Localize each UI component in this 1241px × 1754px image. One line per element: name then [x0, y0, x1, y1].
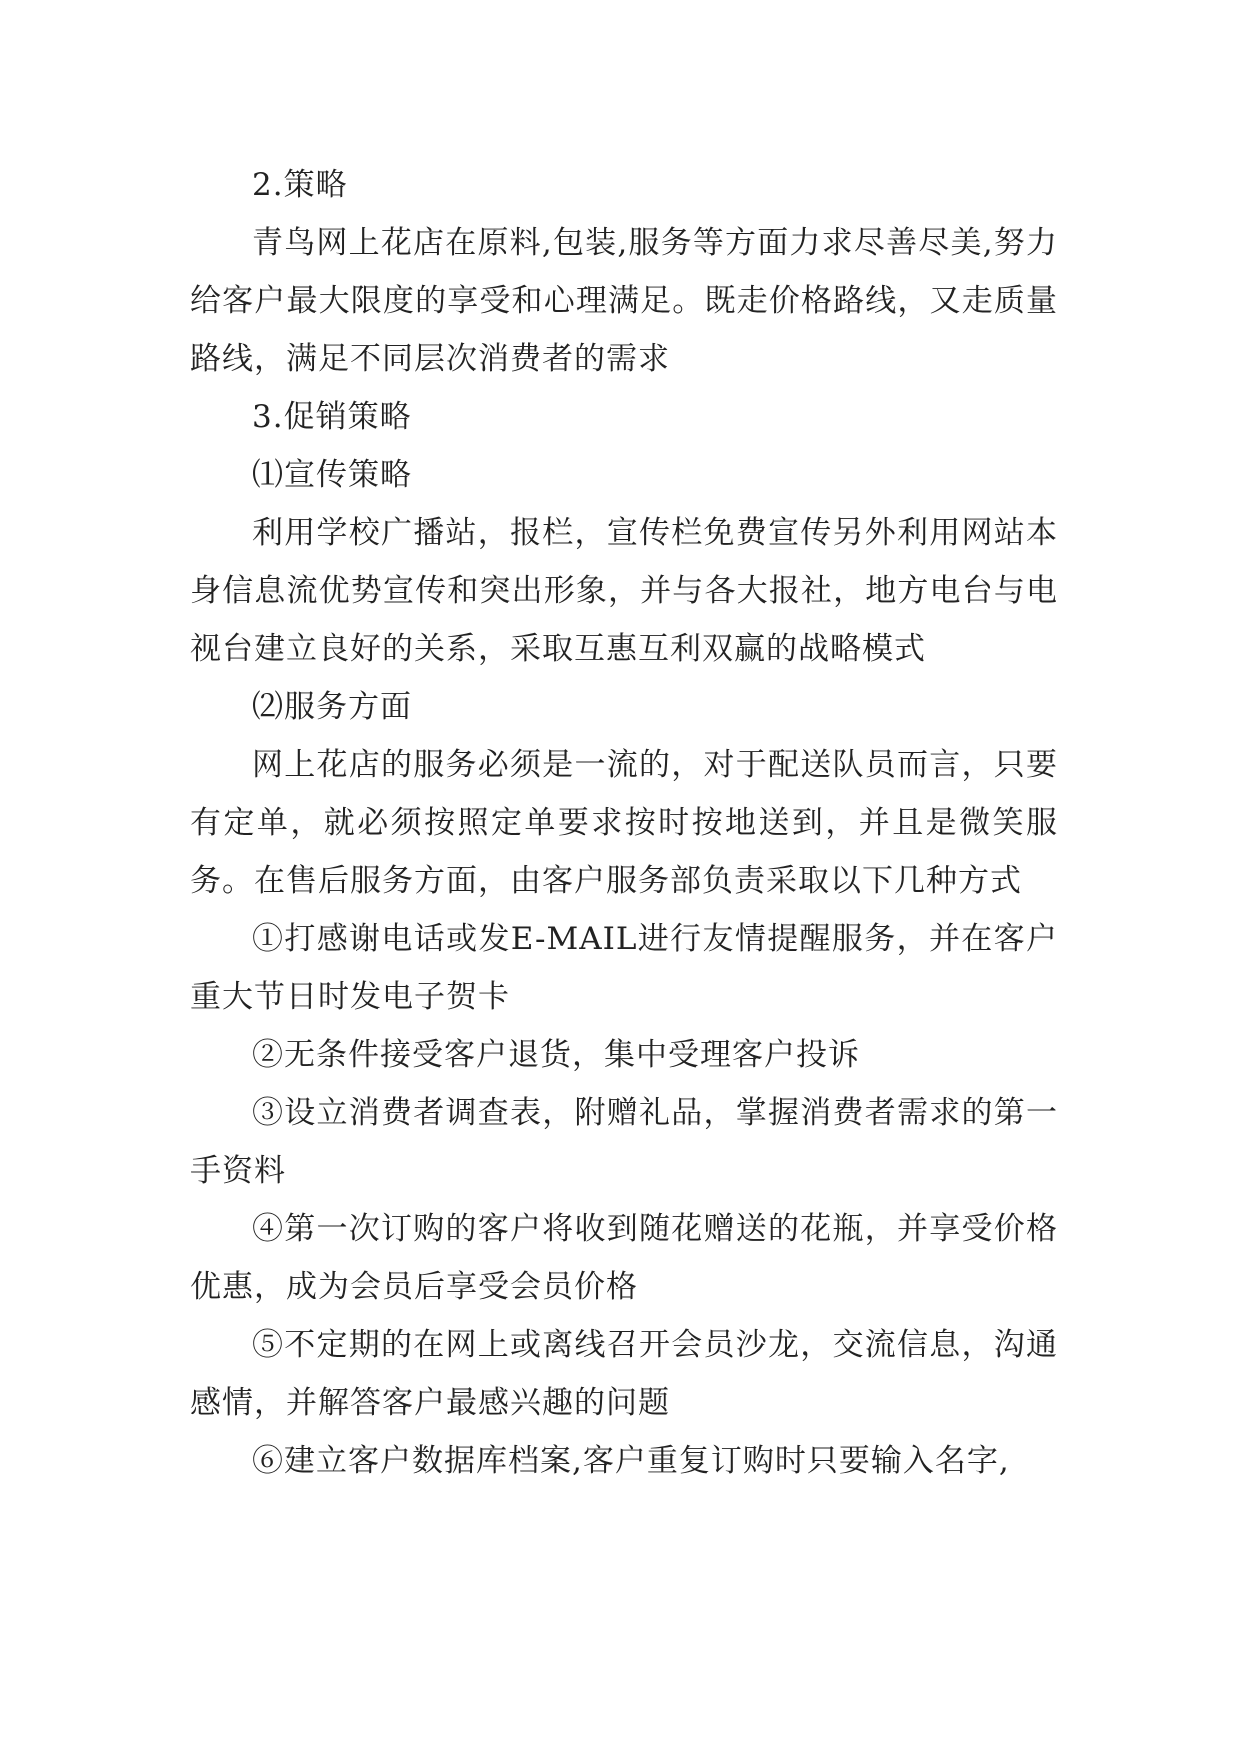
section-heading-promotion-strategy: 3.促销策略	[252, 399, 412, 435]
paragraph-publicity-description: 利用学校广播站，报栏，宣传栏免费宣传另外利用网站本身信息流优势宣传和突出形象，并与各大报社，地方电台与电视台建立良好的关系，采取互惠互利双赢的战略模式	[190, 515, 1058, 667]
list-item-4: ④第一次订购的客户将收到随花赠送的花瓶，并享受价格优惠，成为会员后享受会员价格	[190, 1211, 1058, 1305]
subheading-service-aspect: ⑵服务方面	[252, 689, 412, 725]
list-item-3: ③设立消费者调查表，附赠礼品，掌握消费者需求的第一手资料	[190, 1095, 1058, 1189]
section-heading-strategy: 2.策略	[252, 167, 348, 203]
paragraph-service-description: 网上花店的服务必须是一流的，对于配送队员而言，只要有定单，就必须按照定单要求按时按地送到，并且是微笑服务。在售后服务方面，由客户服务部负责采取以下几种方式	[190, 747, 1058, 899]
list-item-6: ⑥建立客户数据库档案,客户重复订购时只要输入名字,	[252, 1443, 1010, 1479]
subheading-publicity-strategy: ⑴宣传策略	[252, 457, 412, 493]
paragraph-strategy-description: 青鸟网上花店在原料,包装,服务等方面力求尽善尽美,努力给客户最大限度的享受和心理满足。既走价格路线，又走质量路线，满足不同层次消费者的需求	[190, 225, 1058, 377]
list-item-1: ①打感谢电话或发E-MAIL进行友情提醒服务，并在客户重大节日时发电子贺卡	[190, 921, 1058, 1015]
document-body	[190, 156, 1058, 1490]
list-item-5: ⑤不定期的在网上或离线召开会员沙龙，交流信息，沟通感情，并解答客户最感兴趣的问题	[190, 1327, 1058, 1421]
list-item-2: ②无条件接受客户退货，集中受理客户投诉	[252, 1037, 860, 1073]
